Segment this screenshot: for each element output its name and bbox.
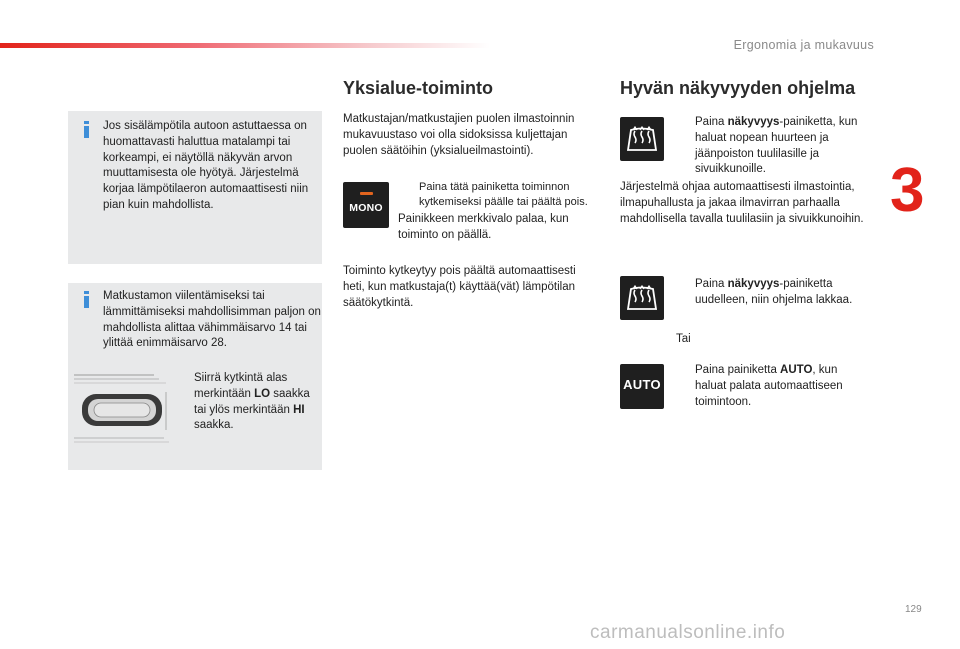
info-icon <box>84 291 89 308</box>
info-text-extreme-values: Matkustamon viilentämiseksi tai lämmittämiseksi mahdollisimman paljon on mahdollista alittaa vähimmäisarvo 14 tai ylittää enimmäisarvo 28. <box>103 290 321 350</box>
visibility-step2: Paina näkyvyys-painiketta uudelleen, niin ohjelma lakkaa. <box>695 278 853 306</box>
temperature-switch-illustration <box>74 372 174 448</box>
visibility-step3: Paina painiketta AUTO, kun haluat palata automaattiseen toimintoon. <box>695 364 843 408</box>
mono-indicator-light <box>360 192 373 195</box>
info-text-temperature: Jos sisälämpötila autoon astuttaessa on huomattavasti haluttua matalampi tai korkeampi, ei näytöllä näkyvän arvon muuttamisesta ole hyötyä. Järjestelmä korjaa lämpötilaeron automaattisesti niin pian kuin mahdollista. <box>103 120 309 211</box>
visibility-step1: Paina näkyvyys-painiketta, kun haluat nopean huurteen ja jäänpoiston tuulilasille ja sivuikkunoille. <box>695 116 858 176</box>
chapter-number: 3 <box>890 156 925 225</box>
mono-button-icon <box>343 182 389 228</box>
mono-button-label: MONO <box>349 202 383 214</box>
mono-press-instruction: Paina tätä painiketta toiminnon kytkemiseksi päälle tai päältä pois. <box>419 181 588 208</box>
page-number: 129 <box>905 604 922 615</box>
windshield-defrost-button-icon <box>620 276 664 320</box>
single-zone-heading: Yksialue-toiminto <box>343 78 494 98</box>
single-zone-auto-off-text: Toiminto kytkeytyy pois päältä automaattisesti heti, kun matkustaja(t) käyttää(vät) lämpötilan säätökytkintä. <box>343 265 576 309</box>
single-zone-intro: Matkustajan/matkustajien puolen ilmastoinnin mukavuustaso voi olla sidoksissa kuljettajan puolen säätöihin (yksialueilmastointi). <box>343 113 575 157</box>
auto-button-label: AUTO <box>623 377 661 392</box>
visibility-system-text: Järjestelmä ohjaa automaattisesti ilmastointia, ilmapuhallusta ja jakaa ilmavirran parhaalla mahdollisella tavalla tuulilasiin ja sivuikkunoihin. <box>620 181 864 225</box>
section-title: Ergonomia ja mukavuus <box>733 38 874 52</box>
instruction-lo-hi: Siirrä kytkintä alas merkintään LO saakka tai ylös merkintään HI saakka. <box>194 372 310 432</box>
watermark: carmanualsonline.info <box>590 622 786 643</box>
info-icon <box>84 121 89 138</box>
auto-button-icon <box>620 364 664 409</box>
or-text: Tai <box>676 333 691 345</box>
visibility-heading: Hyvän näkyvyyden ohjelma <box>620 78 856 98</box>
header-accent-bar <box>0 43 490 48</box>
windshield-defrost-button-icon <box>620 117 664 161</box>
mono-indicator-text: Painikkeen merkkivalo palaa, kun toiminto on päällä. <box>398 213 569 241</box>
